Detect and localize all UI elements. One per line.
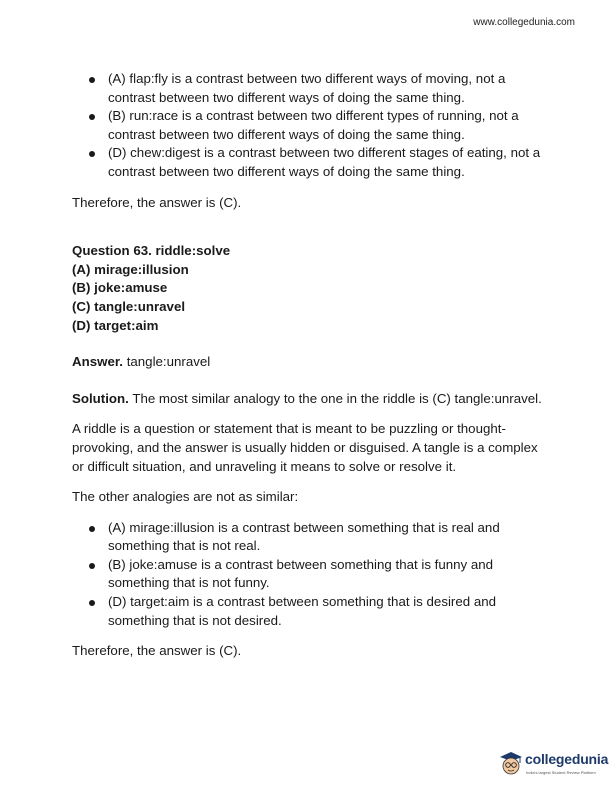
- question-option: (A) mirage:illusion: [72, 261, 189, 277]
- question-block: [72, 242, 542, 335]
- question-option: (D) target:aim: [72, 317, 159, 333]
- bullet-dot-icon: [89, 600, 95, 606]
- others-intro: The other analogies are not as similar:: [72, 489, 299, 505]
- answer-text: tangle:unravel: [123, 354, 211, 370]
- question-option: (C) tangle:unravel: [72, 298, 186, 314]
- question-title: Question 63. riddle:solve: [72, 243, 231, 259]
- bullet-dot-icon: [89, 563, 95, 569]
- list-item: (A) flap:fly is a contrast between two different ways of moving, not a contrast between two different ways of doing the same thing.: [72, 70, 542, 107]
- answer-label: Answer.: [72, 354, 123, 370]
- bullet-dot-icon: [89, 77, 95, 83]
- previous-conclusion: Therefore, the answer is (C).: [72, 194, 242, 210]
- bullet-dot-icon: [89, 114, 95, 120]
- previous-solution-bullets: [72, 70, 542, 182]
- question-option: (B) joke:amuse: [72, 280, 168, 296]
- list-item: (B) joke:amuse is a contrast between something that is funny and something that is not funny.: [72, 556, 542, 593]
- solution-paragraph: A riddle is a question or statement that is meant to be puzzling or thought-provoking, and the answer is usually hidden or disguised. A tangle is a complex or difficult situation, and unraveling it means to solve or resolve it.: [72, 421, 538, 474]
- solution-intro: [72, 390, 542, 409]
- list-item: (D) target:aim is a contrast between something that is desired and something that is not desired.: [72, 593, 542, 630]
- bullet-dot-icon: [89, 151, 95, 157]
- list-item: (A) mirage:illusion is a contrast between something that is real and something that is not real.: [72, 519, 542, 556]
- bullet-dot-icon: [89, 526, 95, 532]
- graduate-mascot-icon: [498, 750, 524, 776]
- answer-line: [72, 353, 542, 372]
- list-item: (D) chew:digest is a contrast between two different stages of eating, not a contrast between two different ways of doing the same thing.: [72, 144, 542, 181]
- logo-wordmark: collegedunia: [525, 751, 609, 767]
- collegedunia-logo: [498, 748, 609, 782]
- list-item: (B) run:race is a contrast between two different types of running, not a contrast between two different ways of doing the same thing.: [72, 107, 542, 144]
- page-content: [72, 70, 542, 661]
- logo-tagline: India's largest Student Review Platform: [526, 770, 596, 775]
- solution-bullets: [72, 519, 542, 631]
- solution-label: Solution.: [72, 390, 129, 406]
- header-site-url: www.collegedunia.com: [473, 17, 575, 28]
- solution-conclusion: Therefore, the answer is (C).: [72, 643, 242, 659]
- solution-text: The most similar analogy to the one in the riddle is (C) tangle:unravel.: [128, 390, 542, 406]
